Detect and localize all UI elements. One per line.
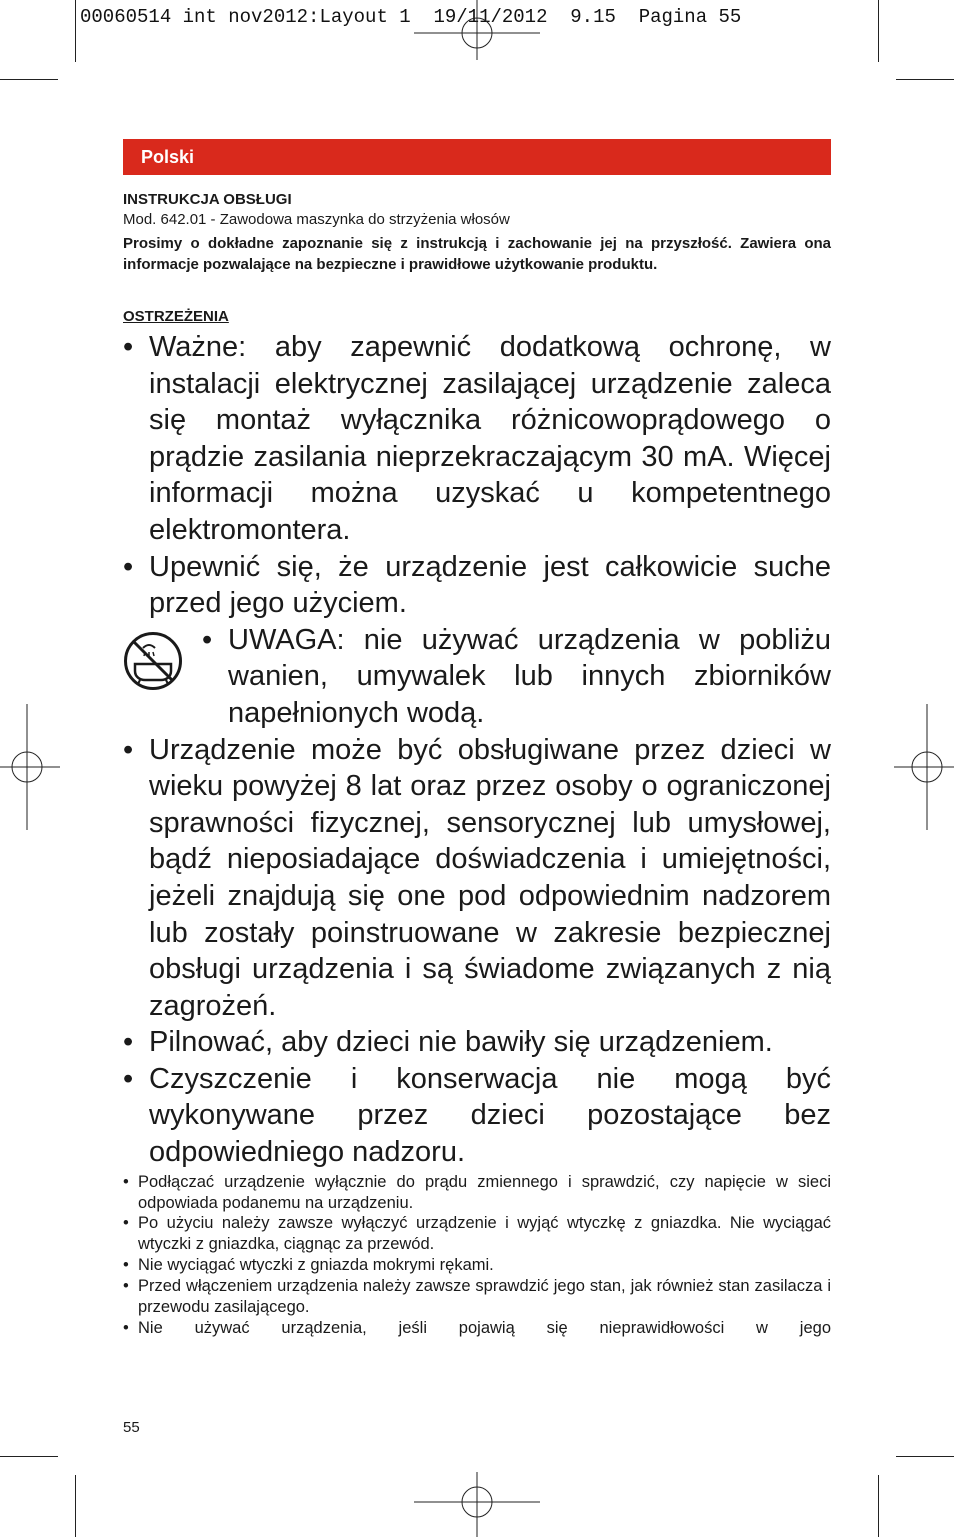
bullet-glyph: • [123,1172,129,1191]
list-item [123,549,831,622]
warnings-large-list [123,329,831,1171]
list-item [123,1318,831,1339]
bullet-glyph: • [123,1062,134,1095]
warnings-small-list [123,1172,831,1339]
registration-mark [414,1472,540,1537]
manual-title: INSTRUKCJA OBSŁUGI [123,191,292,208]
warning-text: Po użyciu należy zawsze wyłączyć urządzenie i wyjąć wtyczkę z gniazdka. Nie wyciągać wtyczki z gniazdka, ciągnąc za przewód. [138,1214,831,1254]
list-item [123,329,831,549]
bullet-glyph: • [202,623,213,656]
bullet-glyph: • [123,1256,129,1275]
list-item [123,1024,831,1061]
crop-mark [896,79,954,80]
bullet-glyph: • [123,550,134,583]
crop-mark [878,1475,879,1537]
warning-text: Nie używać urządzenia, jeśli pojawią się nieprawidłowości w jego [138,1319,831,1337]
crop-mark [0,79,58,80]
crop-mark [896,1456,954,1457]
warning-text: Pilnować, aby dzieci nie bawiły się urządzeniem. [149,1026,773,1059]
warning-text: Urządzenie może być obsługiwane przez dzieci w wieku powyżej 8 lat oraz przez osoby o ograniczonej sprawności fizycznej, sensorycznej lub umysłowej, bądź nieposiadające doświadczenia i umiejętności, jeżeli znajdują się one pod odpowiednim nadzorem lub zostały poinstruowane w zakresie bezpiecznej obsługi urządzenia i są świadome związanych z nią zagrożeń. [149,733,831,1022]
model-line: Mod. 642.01 - Zawodowa maszynka do strzyżenia włosów [123,211,510,228]
no-water-bath-icon [123,631,183,691]
printer-slug-line: 00060514 int nov2012:Layout 1 19/11/2012 9.15 Pagina 55 [80,6,742,28]
crop-mark [0,1456,58,1457]
page-number: 55 [123,1419,140,1436]
warning-text: Przed włączeniem urządzenia należy zawsze sprawdzić jego stan, jak również stan zasilacza i przewodu zasilającego. [138,1277,831,1317]
crop-mark [75,0,76,62]
warning-text: UWAGA: nie używać urządzenia w pobliżu wanien, umywalek lub innych zbiorników napełnionych wodą. [228,623,831,729]
bullet-glyph: • [123,733,134,766]
warning-text: Ważne: aby zapewnić dodatkową ochronę, w instalacji elektrycznej zasilającej urządzenie zaleca się montaż wyłącznika różnicowoprądowego o prądzie zasilania nieprzekraczającym 30 mA. Więcej informacji można uzyskać u kompetentnego elektromontera. [149,331,831,546]
warning-text: Nie wyciągać wtyczki z gniazda mokrymi rękami. [138,1256,494,1275]
crop-mark [878,0,879,62]
list-item [123,1213,831,1255]
list-item [123,1255,831,1276]
intro-text: Prosimy o dokładne zapoznanie się z instrukcją i zachowanie jej na przyszłość. Zawiera ona informacje pozwalające na bezpieczne i prawidłowe użytkowanie produktu. [123,235,831,273]
bullet-glyph: • [123,331,134,363]
language-header-bar: Polski [123,139,831,175]
warning-text: Podłączać urządzenie wyłącznie do prądu zmiennego i sprawdzić, czy napięcie w sieci odpowiada podanemu na urządzeniu. [138,1172,831,1212]
bath-warning-row [123,622,831,732]
registration-mark [894,704,954,830]
warning-text: Upewnić się, że urządzenie jest całkowicie suche przed jego użyciem. [149,550,831,620]
list-item [123,1061,831,1171]
list-item [123,732,831,1025]
registration-mark [0,704,60,830]
warning-text: Czyszczenie i konserwacja nie mogą być wykonywane przez dzieci pozostające bez odpowiedniego nadzoru. [149,1062,831,1169]
list-item [123,1172,831,1214]
manual-content [123,190,831,1339]
bullet-glyph: • [123,1277,129,1296]
bullet-glyph: • [123,1214,129,1233]
crop-mark [75,1475,76,1537]
bullet-glyph: • [123,1026,134,1059]
registration-mark [414,0,540,60]
list-item [202,622,831,732]
bullet-glyph: • [123,1319,129,1337]
list-item [123,1276,831,1318]
warnings-heading: OSTRZEŻENIA [123,308,229,325]
